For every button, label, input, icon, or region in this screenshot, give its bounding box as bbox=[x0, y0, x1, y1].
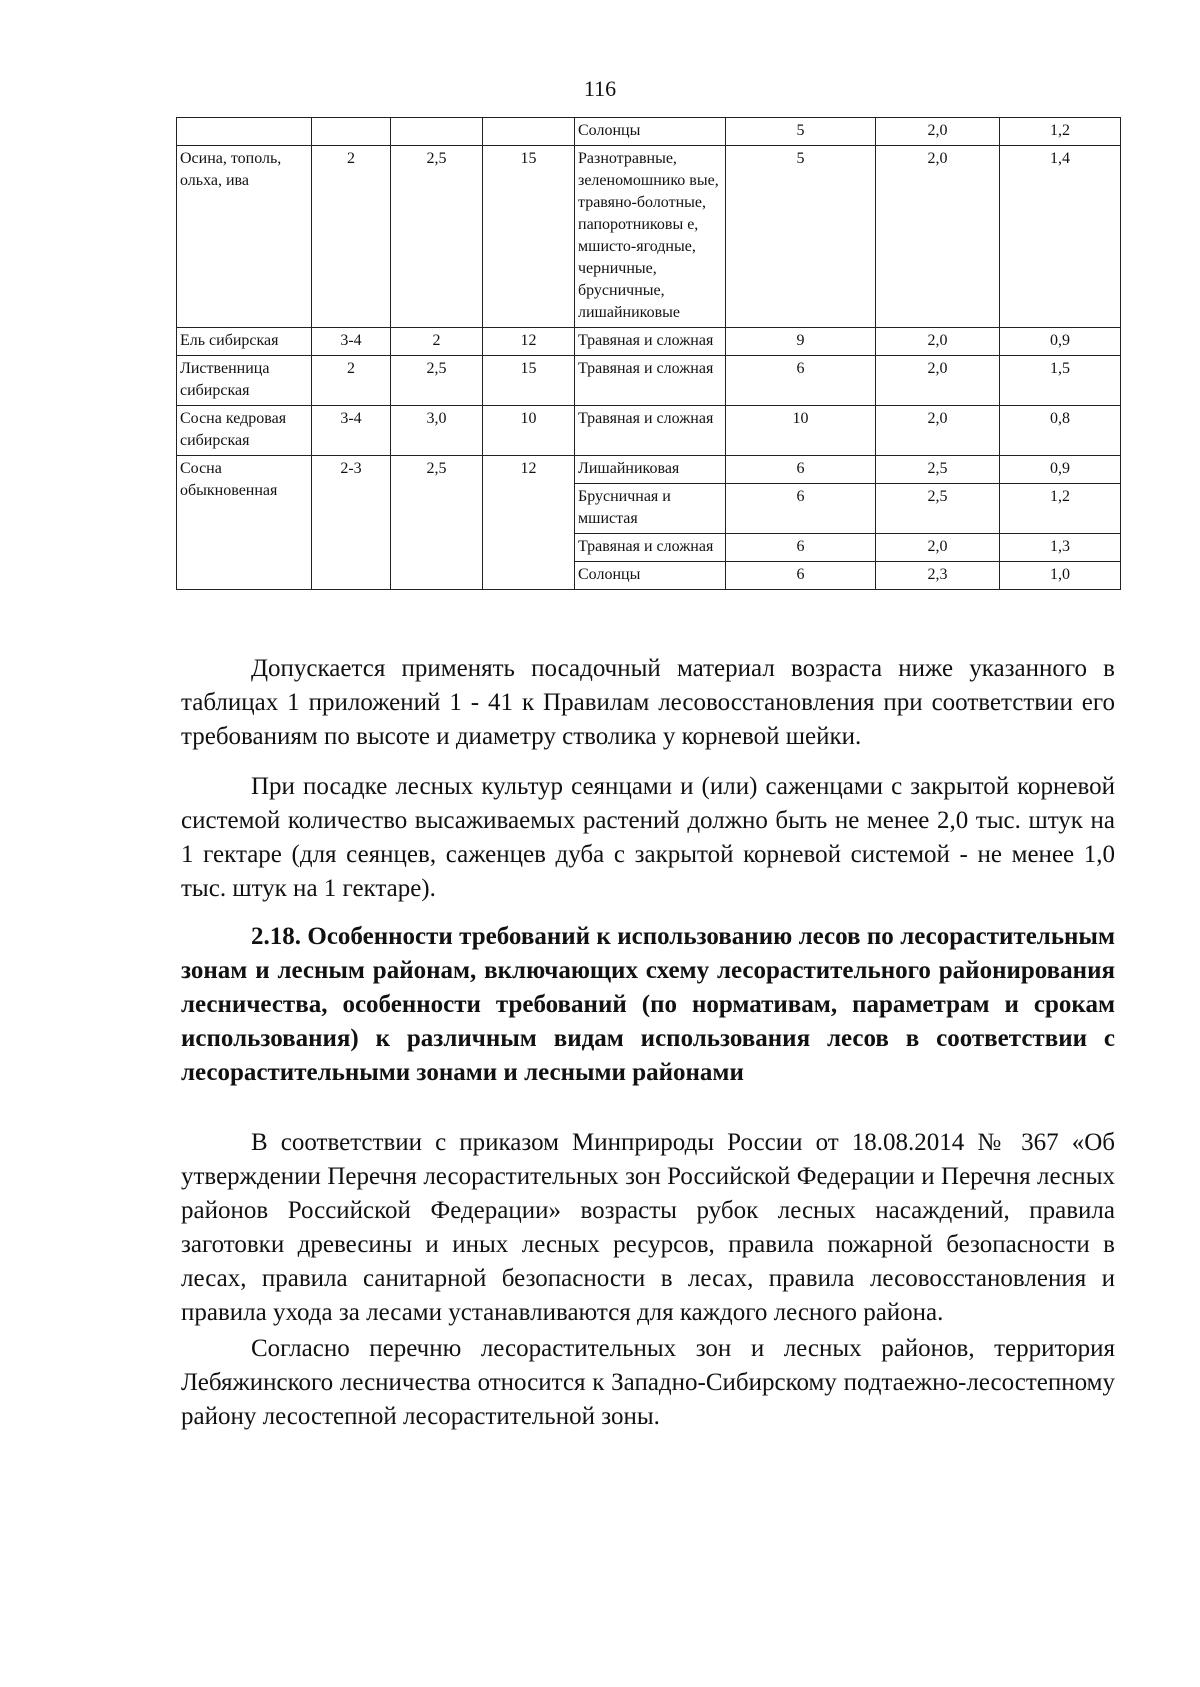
diameter-cell: 12 bbox=[483, 456, 575, 590]
age-cell: 2 bbox=[312, 146, 391, 328]
species-cell: Лиственница сибирская bbox=[177, 356, 312, 406]
height-cell bbox=[391, 118, 483, 146]
spacing-cell: 2,5 bbox=[876, 484, 1000, 534]
diameter-cell: 15 bbox=[483, 146, 575, 328]
age-cell: 2-3 bbox=[312, 456, 391, 590]
age-cell: 2 bbox=[312, 356, 391, 406]
coef-cell: 1,2 bbox=[1000, 484, 1121, 534]
table-row bbox=[177, 406, 1121, 456]
forest-type-cell: Травяная и сложная bbox=[575, 406, 726, 456]
spacing-cell: 2,0 bbox=[876, 356, 1000, 406]
table-row bbox=[177, 146, 1121, 328]
paragraph-closed-root: При посадке лесных культур сеянцами и (или) саженцами с закрытой корневой системой количество высаживаемых растений должно быть не менее 2,0 тыс. штук на 1 гектаре (для сеянцев, саженцев дуба с закрытой корневой системой - не менее 1,0 тыс. штук на 1 гектаре). bbox=[181, 773, 1115, 902]
height-cell: 2 bbox=[391, 328, 483, 356]
table-row bbox=[177, 356, 1121, 406]
species-cell: Сосна обыкновенная bbox=[177, 456, 312, 590]
table-row bbox=[177, 328, 1121, 356]
table-row bbox=[177, 118, 1121, 146]
height-cell: 3,0 bbox=[391, 406, 483, 456]
coef-cell: 1,4 bbox=[1000, 146, 1121, 328]
paragraph-seedling-age: Допускается применять посадочный материал возраста ниже указанного в таблицах 1 приложений 1 - 41 к Правилам лесовосстановления при соответствии его требованиям по высоте и диаметру стволика у корневой шейки. bbox=[181, 655, 1115, 750]
count-cell: 6 bbox=[726, 562, 876, 590]
species-cell bbox=[177, 118, 312, 146]
height-cell: 2,5 bbox=[391, 146, 483, 328]
age-cell: 3-4 bbox=[312, 406, 391, 456]
coef-cell: 1,3 bbox=[1000, 534, 1121, 562]
spacing-cell: 2,0 bbox=[876, 146, 1000, 328]
spacing-cell: 2,5 bbox=[876, 456, 1000, 484]
diameter-cell: 15 bbox=[483, 356, 575, 406]
paragraph-forest-district: Согласно перечню лесорастительных зон и лесных районов, территория Лебяжинского лесничества относится к Западно-Сибирскому подтаежно-лесостепному району лесостепной лесорастительной зоны. bbox=[181, 1335, 1115, 1430]
count-cell: 6 bbox=[726, 534, 876, 562]
coef-cell: 0,9 bbox=[1000, 328, 1121, 356]
count-cell: 6 bbox=[726, 356, 876, 406]
height-cell: 2,5 bbox=[391, 356, 483, 406]
count-cell: 5 bbox=[726, 146, 876, 328]
spacing-cell: 2,0 bbox=[876, 118, 1000, 146]
spacing-cell: 2,3 bbox=[876, 562, 1000, 590]
spacing-cell: 2,0 bbox=[876, 328, 1000, 356]
spacing-cell: 2,0 bbox=[876, 534, 1000, 562]
diameter-cell: 12 bbox=[483, 328, 575, 356]
table-row bbox=[177, 456, 1121, 484]
forest-type-cell: Солонцы bbox=[575, 562, 726, 590]
paragraph-order-367: В соответствии с приказом Минприроды России от 18.08.2014 № 367 «Об утверждении Перечня лесорастительных зон Российской Федерации и Перечня лесных районов Российской Федерации» возрасты рубок лесных насаждений, правила заготовки древесины и иных лесных ресурсов, правила пожарной безопасности в лесах, правила санитарной безопасности в лесах, правила лесовосстановления и правила ухода за лесами устанавливаются для каждого лесного района. bbox=[181, 1129, 1115, 1326]
forest-type-cell: Лишайниковая bbox=[575, 456, 726, 484]
coef-cell: 1,2 bbox=[1000, 118, 1121, 146]
species-cell: Осина, тополь, ольха, ива bbox=[177, 146, 312, 328]
age-cell: 3-4 bbox=[312, 328, 391, 356]
count-cell: 6 bbox=[726, 484, 876, 534]
diameter-cell bbox=[483, 118, 575, 146]
coef-cell: 0,8 bbox=[1000, 406, 1121, 456]
forest-type-cell: Брусничная и мшистая bbox=[575, 484, 726, 534]
count-cell: 6 bbox=[726, 456, 876, 484]
section-heading-2-18: 2.18. Особенности требований к использованию лесов по лесорастительным зонам и лесным районам, включающих схему лесорастительного районирования лесничества, особенности требований (по нормативам, параметрам и срокам использования) к различным видам использования лесов в соответствии с лесорастительными зонами и лесными районами bbox=[181, 923, 1115, 1086]
page-number: 116 bbox=[583, 76, 617, 101]
coef-cell: 1,5 bbox=[1000, 356, 1121, 406]
height-cell: 2,5 bbox=[391, 456, 483, 590]
count-cell: 10 bbox=[726, 406, 876, 456]
forest-type-cell: Травяная и сложная bbox=[575, 328, 726, 356]
spacing-cell: 2,0 bbox=[876, 406, 1000, 456]
age-cell bbox=[312, 118, 391, 146]
forest-type-cell: Солонцы bbox=[575, 118, 726, 146]
diameter-cell: 10 bbox=[483, 406, 575, 456]
forest-type-cell: Разнотравные, зеленомошнико вые, травяно-болотные, папоротниковы е, мшисто-ягодные, черничные, брусничные, лишайниковые bbox=[575, 146, 726, 328]
species-cell: Сосна кедровая сибирская bbox=[177, 406, 312, 456]
coef-cell: 1,0 bbox=[1000, 562, 1121, 590]
coef-cell: 0,9 bbox=[1000, 456, 1121, 484]
forest-type-cell: Травяная и сложная bbox=[575, 356, 726, 406]
forest-type-cell: Травяная и сложная bbox=[575, 534, 726, 562]
count-cell: 9 bbox=[726, 328, 876, 356]
planting-norms-table bbox=[176, 117, 1121, 590]
species-cell: Ель сибирская bbox=[177, 328, 312, 356]
count-cell: 5 bbox=[726, 118, 876, 146]
